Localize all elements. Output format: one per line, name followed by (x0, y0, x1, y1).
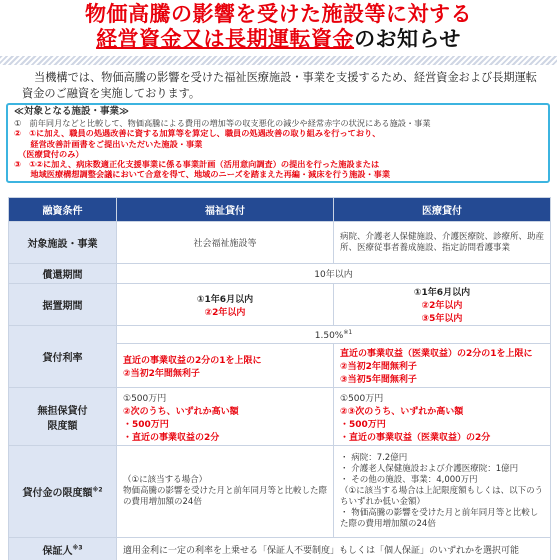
title-underlined: 経営資金又は長期運転資金 (96, 27, 355, 51)
guarantor-label: 保証人 (42, 546, 73, 557)
rate-medical-2: ②当初2年間無利子 (340, 362, 417, 372)
grace-medical-1: ①1年6月以内 (413, 288, 471, 298)
target-notice-box (6, 103, 550, 183)
unsecured-welfare-3: ・500万円 (123, 419, 169, 430)
grace-medical-2: ②2年以内 (421, 301, 463, 311)
cell-rate-medical (334, 344, 551, 388)
cell-unsecured-welfare (117, 388, 334, 446)
cell-target-welfare: 社会福祉施設等 (117, 222, 334, 264)
unsecured-label-1: 無担保貸付 (37, 405, 88, 417)
grace-welfare-2: ②2年以内 (204, 307, 246, 318)
limit-label: 貸付金の限度額 (22, 488, 93, 499)
cell-target-medical: 病院、介護老人保健施設、介護医療院、診療所、助産所、医療従事者養成施設、指定訪問看護事業 (334, 222, 551, 264)
label-target: 対象施設・事業 (9, 222, 117, 264)
cell-rate-welfare (117, 344, 334, 388)
limit-medical-1: ・ 病院：7.2億円 (340, 453, 408, 463)
limit-medical-5: ・ 物価高騰の影響を受けた月と前年同月等と比較した際の費用増加額の24倍 (340, 508, 539, 529)
header-conditions: 融資条件 (9, 198, 117, 222)
label-unsecured (9, 388, 117, 446)
notice-item-2c: （医療貸付のみ） (14, 148, 84, 159)
limit-welfare-1: （①に該当する場合） (123, 475, 208, 485)
unsecured-welfare-2: ②次のうち、いずれか高い額 (123, 406, 239, 417)
unsecured-label-2: 限度額 (47, 420, 78, 432)
title-line-1: 物価高騰の影響を受けた施設等に対する (85, 2, 472, 26)
rate-note-mark: ※1 (343, 328, 353, 336)
unsecured-medical-2: ②③次のうち、いずれか高い額 (340, 406, 464, 417)
label-rate: 貸付利率 (9, 326, 117, 388)
rate-common: 1.50% (314, 330, 344, 341)
grace-medical-3: ③5年以内 (421, 314, 463, 324)
unsecured-welfare-4: ・直近の事業収益の2分 (123, 432, 220, 443)
label-limit (9, 446, 117, 538)
cell-limit-medical (334, 446, 551, 538)
cell-grace-medical (334, 284, 551, 326)
limit-medical-2: ・ 介護老人保健施設および介護医療院：1億円 (340, 464, 519, 474)
header-welfare: 福祉貸付 (117, 198, 334, 222)
limit-note-mark: ※2 (92, 486, 103, 494)
unsecured-welfare-1: ①500万円 (123, 393, 167, 404)
notice-item-2a: ② ①に加え、職員の処遇改善に資する加算等を算定し、職員の処遇改善の取り組みを行っており、 (14, 128, 381, 139)
loan-conditions-table (8, 197, 551, 560)
title-line-2 (0, 27, 557, 51)
unsecured-medical-1: ①500万円 (340, 393, 384, 404)
limit-medical-4: （①に該当する場合は上記限度額もしくは、以下のうちいずれか低い金額） (340, 486, 544, 507)
cell-guarantor: 適用金利に一定の利率を上乗せる「保証人不要制度」もしくは「個人保証」のいずれかを選択可能 (117, 538, 551, 560)
notice-item-2b: 経営改善計画書をご提出いただいた施設・事業 (14, 138, 203, 149)
cell-grace-welfare (117, 284, 334, 326)
rate-medical-1: 直近の事業収益（医業収益）の2分の1を上限に (340, 349, 533, 359)
intro-paragraph: 当機構では、物価高騰の影響を受けた福祉医療施設・事業を支援するため、経営資金および長期運転資金のご融資を実施しております。 (22, 71, 537, 100)
limit-medical-3: ・ その他の施設、事業：4,000万円 (340, 475, 478, 485)
cell-unsecured-medical (334, 388, 551, 446)
label-grace: 据置期間 (9, 284, 117, 326)
notice-item-3b: 地域医療構想調整会議において合意を得て、地域のニーズを踏まえた再編・減床を行う施設・事業 (14, 169, 391, 180)
cell-limit-welfare (117, 446, 334, 538)
header-medical: 医療貸付 (334, 198, 551, 222)
notice-heading: ≪対象となる施設・事業≫ (14, 106, 129, 117)
notice-item-3a: ③ ①②に加え、病床数適正化支援事業に係る事業計画（活用意向調査）の提出を行った施設または (14, 159, 380, 170)
grace-welfare-1: ①1年6月以内 (196, 294, 254, 305)
cell-rate-common (117, 326, 551, 344)
title-rest: のお知らせ (354, 27, 461, 51)
rate-welfare-2: ②当初2年間無利子 (123, 368, 200, 379)
limit-welfare-2: 物価高騰の影響を受けた月と前年同月等と比較した際の費用増加額の24倍 (123, 486, 328, 507)
guarantor-note-mark: ※3 (72, 544, 83, 552)
label-repay: 償還期間 (9, 264, 117, 284)
rate-welfare-1: 直近の事業収益の2分の1を上限に (123, 355, 262, 366)
label-guarantor (9, 538, 117, 560)
cell-repay: 10年以内 (117, 264, 551, 284)
rate-medical-3: ③当初5年間無利子 (340, 375, 417, 385)
notice-item-1: ① 前年同月などと比較して、物価高騰による費用の増加等の収支悪化の減少や経常赤字の状況にある施設・事業 (14, 118, 431, 129)
hatch-divider (0, 56, 557, 65)
unsecured-medical-4: ・直近の事業収益（医業収益）の2分 (340, 432, 491, 443)
unsecured-medical-3: ・500万円 (340, 419, 386, 430)
